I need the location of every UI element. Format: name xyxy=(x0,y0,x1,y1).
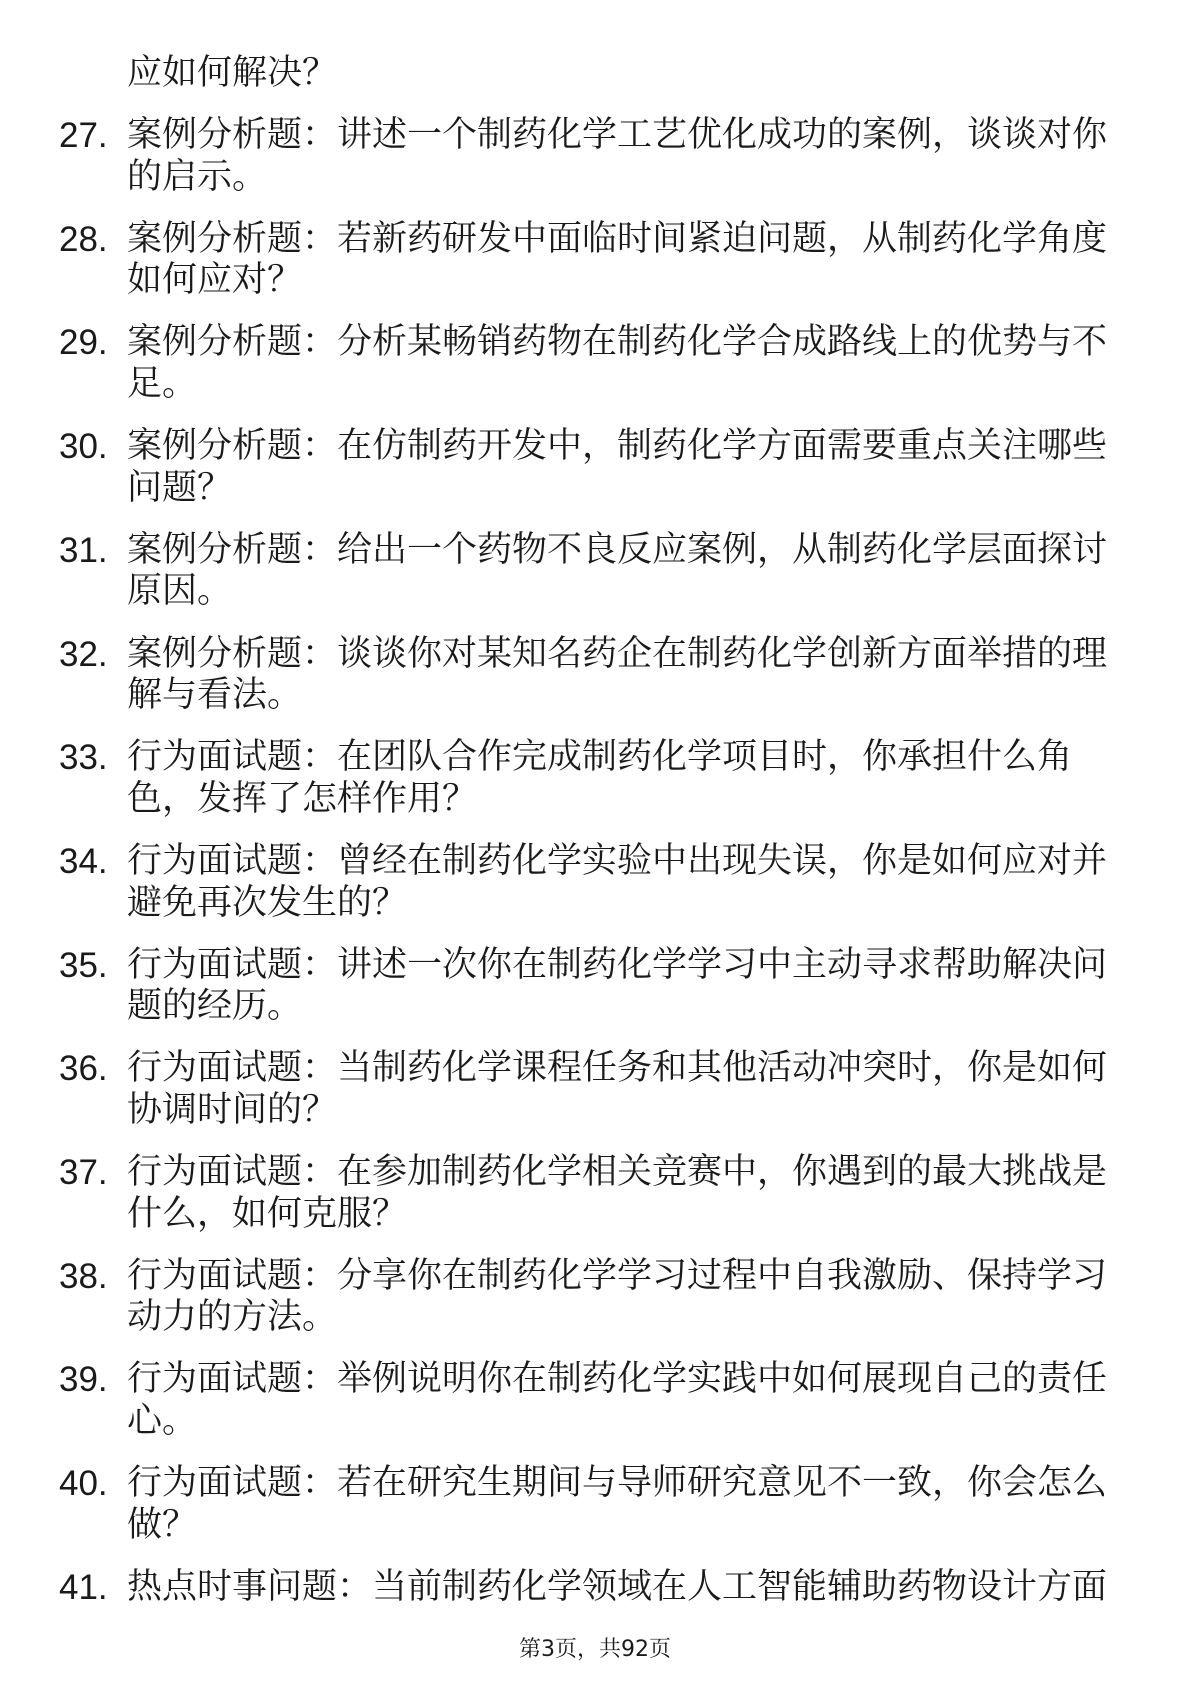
question-text-line: 行为面试题：在团队合作完成制药化学项目时，你承担什么角 xyxy=(127,737,1073,778)
question-text xyxy=(127,322,1190,405)
question-item xyxy=(0,219,1190,302)
question-text xyxy=(127,426,1190,509)
question-number: 36. xyxy=(59,1049,108,1089)
question-item xyxy=(0,426,1190,509)
question-text-line: 色，发挥了怎样作用？ xyxy=(127,778,478,819)
question-text xyxy=(127,1048,1190,1131)
question-text xyxy=(127,1359,1190,1442)
question-item xyxy=(0,737,1190,820)
question-item xyxy=(0,841,1190,924)
question-text-line: 行为面试题：举例说明你在制药化学实践中如何展现自己的责任 xyxy=(127,1359,1108,1400)
question-text-line: 原因。 xyxy=(127,571,233,612)
question-text-line: 行为面试题：在参加制药化学相关竞赛中，你遇到的最大挑战是 xyxy=(127,1151,1108,1192)
question-text xyxy=(127,945,1190,1028)
question-text-line: 做？ xyxy=(127,1504,198,1545)
question-text-line: 动力的方法。 xyxy=(127,1297,338,1338)
question-text-line: 问题？ xyxy=(127,467,233,508)
question-item xyxy=(0,1256,1190,1339)
question-number: 41. xyxy=(59,1567,108,1607)
question-text xyxy=(127,530,1190,613)
question-number: 31. xyxy=(59,530,108,570)
question-number: 30. xyxy=(59,427,108,467)
question-number: 38. xyxy=(59,1256,108,1296)
question-number: 29. xyxy=(59,323,108,363)
question-number: 27. xyxy=(59,116,108,156)
question-item xyxy=(0,945,1190,1028)
question-text xyxy=(127,1152,1190,1235)
question-text xyxy=(127,634,1190,717)
question-number: 37. xyxy=(59,1152,108,1192)
question-text-line: 解与看法。 xyxy=(127,675,303,716)
question-text-line: 的启示。 xyxy=(127,156,268,197)
question-item xyxy=(0,530,1190,613)
question-item xyxy=(0,634,1190,717)
question-number: 28. xyxy=(59,219,108,259)
question-text xyxy=(127,841,1190,924)
question-text xyxy=(127,219,1190,302)
question-text-line: 行为面试题：分享你在制药化学学习过程中自我激励、保持学习 xyxy=(127,1255,1108,1296)
question-text xyxy=(127,1567,1190,1609)
question-text-line: 足。 xyxy=(127,364,198,405)
question-item xyxy=(0,115,1190,198)
question-text-line: 如何应对？ xyxy=(127,260,303,301)
question-item xyxy=(0,1567,1190,1609)
question-text-line: 案例分析题：分析某畅销药物在制药化学合成路线上的优势与不 xyxy=(127,322,1108,363)
question-item xyxy=(0,1359,1190,1442)
question-text-line: 题的经历。 xyxy=(127,986,303,1027)
question-number: 40. xyxy=(59,1464,108,1504)
question-text-line: 行为面试题：若在研究生期间与导师研究意见不一致，你会怎么 xyxy=(127,1463,1108,1504)
question-text-line: 案例分析题：给出一个药物不良反应案例，从制药化学层面探讨 xyxy=(127,529,1108,570)
continued-question-text: 应如何解决？ xyxy=(127,53,338,93)
question-number: 34. xyxy=(59,841,108,881)
question-text xyxy=(127,1463,1190,1546)
question-text-line: 行为面试题：曾经在制药化学实验中出现失误，你是如何应对并 xyxy=(127,840,1108,881)
question-text xyxy=(127,1256,1190,1339)
question-item xyxy=(0,1463,1190,1546)
question-text-line: 案例分析题：谈谈你对某知名药企在制药化学创新方面举措的理 xyxy=(127,633,1108,674)
question-text-line: 行为面试题：讲述一次你在制药化学学习中主动寻求帮助解决问 xyxy=(127,944,1108,985)
question-text xyxy=(127,115,1190,198)
question-list xyxy=(0,53,1190,1608)
question-number: 32. xyxy=(59,634,108,674)
question-text-line: 案例分析题：若新药研发中面临时间紧迫问题，从制药化学角度 xyxy=(127,218,1108,259)
question-text-line: 热点时事问题：当前制药化学领域在人工智能辅助药物设计方面 xyxy=(127,1566,1108,1607)
question-text-line: 避免再次发生的？ xyxy=(127,882,408,923)
question-text-line: 协调时间的？ xyxy=(127,1089,338,1130)
page-footer: 第3页，共92页 xyxy=(519,1637,671,1662)
question-number: 39. xyxy=(59,1360,108,1400)
question-text-line: 案例分析题：在仿制药开发中，制药化学方面需要重点关注哪些 xyxy=(127,426,1108,467)
question-number: 33. xyxy=(59,738,108,778)
question-text-line: 什么，如何克服？ xyxy=(127,1193,408,1234)
question-number: 35. xyxy=(59,945,108,985)
question-item xyxy=(0,322,1190,405)
question-item xyxy=(0,1152,1190,1235)
question-item xyxy=(0,1048,1190,1131)
question-text-line: 案例分析题：讲述一个制药化学工艺优化成功的案例，谈谈对你 xyxy=(127,115,1108,156)
question-text-line: 行为面试题：当制药化学课程任务和其他活动冲突时，你是如何 xyxy=(127,1048,1108,1089)
question-text-line: 心。 xyxy=(127,1400,198,1441)
question-text xyxy=(127,737,1190,820)
